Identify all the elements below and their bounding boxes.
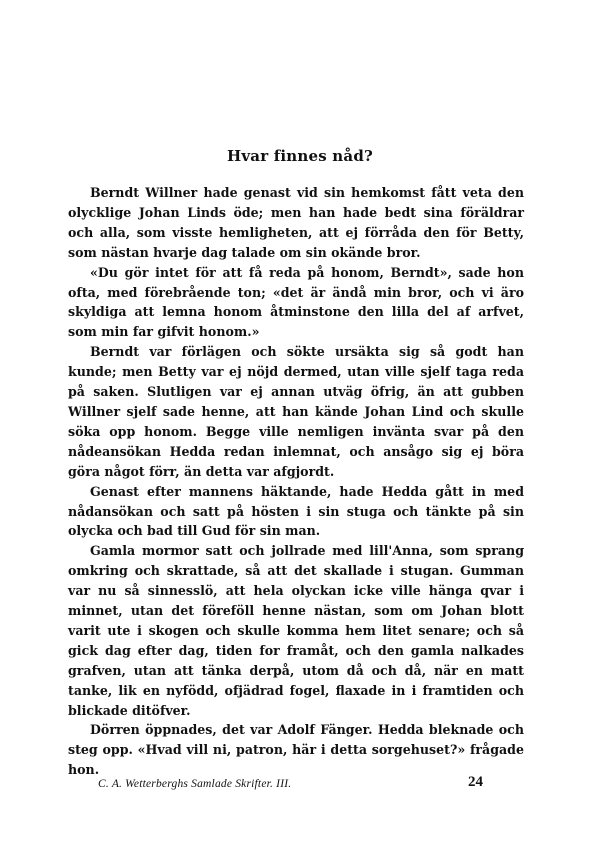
paragraph: Berndt var förlägen och sökte ursäkta sig så godt han kunde; men Betty var ej nöjd dermed, utan ville sjelf taga reda på saken. Slutligen var ej annan utväg öfrig, än att gubben Willner sjelf sade henne, att han kände Johan Lind och skulle söka opp honom. Begge ville nemligen invänta svar på den nådeansökan Hedda redan inlemnat, och ansågo sig ej böra göra något förr, än detta var afgjordt. xyxy=(68,344,524,479)
paragraph: Dörren öppnades, det var Adolf Fänger. Hedda bleknade och steg opp. «Hvad vill ni, patron, här i detta sorgehuset?» frågade hon. xyxy=(68,722,524,778)
body-text xyxy=(68,183,524,780)
page-number: 24 xyxy=(468,774,483,790)
footer-reference: C. A. Wetterberghs Samlade Skrifter. III. xyxy=(98,778,292,790)
paragraph: Berndt Willner hade genast vid sin hemkomst fått veta den olycklige Johan Linds öde; men han hade bedt sina föräldrar och alla, som visste hemligheten, att ej förråda den för Betty, som nästan hvarje dag talade om sin okände bror. xyxy=(68,185,524,260)
chapter-heading: Hvar finnes nåd? xyxy=(226,147,373,165)
paragraph: «Du gör intet för att få reda på honom, Berndt», sade hon ofta, med förebrående ton; «det är ändå min bror, och vi äro skyldiga att lemna honom åtminstone den lilla del af arfvet, som min far gifvit honom.» xyxy=(68,264,524,340)
paragraph: Genast efter mannens häktande, hade Hedda gått in med nådansökan och satt på hösten i sin stuga och tänkte på sin olycka och bad till Gud för sin man. xyxy=(68,483,524,539)
paragraph: Gamla mormor satt och jollrade med lill'Anna, som sprang omkring och skrattade, så att det skallade i stugan. Gumman var nu så sinnesslö, att hela olyckan icke ville hänga qvar i minnet, utan det föreföll henne nästan, som om Johan blott varit ute i skogen och skulle komma hem litet senare; och så gick dag efter dag, tiden for framåt, och den gamla nalkades grafven, utan att tänka derpå, utom då och då, när en matt tanke, lik en nyfödd, ofjädrad fogel, flaxade in i framtiden och blickade ditöfver. xyxy=(68,543,524,718)
